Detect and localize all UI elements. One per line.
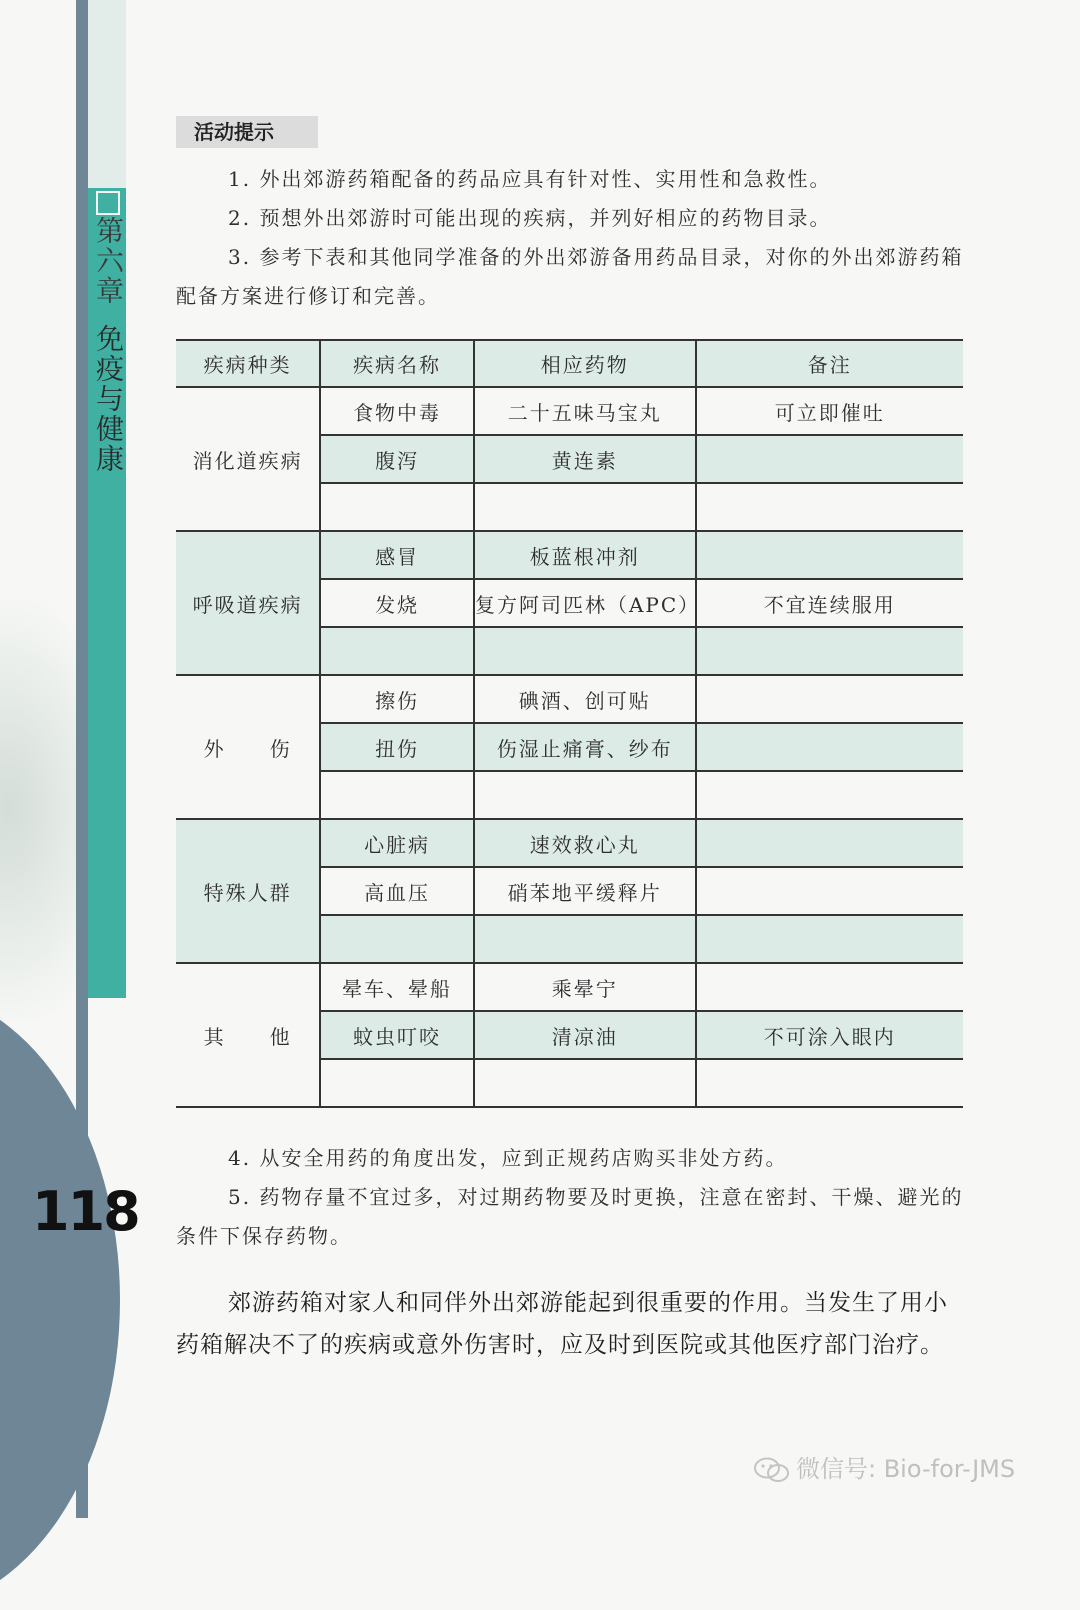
chapter-title: 免疫与健康 [92, 324, 125, 474]
category-cell: 呼吸道疾病 [176, 531, 320, 675]
note-cell: 不可涂入眼内 [696, 1011, 963, 1059]
medicine-cell: 二十五味马宝丸 [474, 387, 696, 435]
header-medicine: 相应药物 [474, 340, 696, 387]
tip-1: 1. 外出郊游药箱配备的药品应具有针对性、实用性和急救性。 [228, 167, 832, 191]
note-cell [696, 675, 963, 723]
category-cell: 其 他 [176, 963, 320, 1107]
disease-cell: 高血压 [320, 867, 474, 915]
medicine-cell [474, 915, 696, 963]
note-cell [696, 771, 963, 819]
medicine-cell [474, 771, 696, 819]
disease-cell: 腹泻 [320, 435, 474, 483]
disease-cell: 发烧 [320, 579, 474, 627]
watermark-text: 微信号: Bio-for-JMS [796, 1455, 1016, 1483]
table-row [176, 819, 963, 867]
disease-cell [320, 915, 474, 963]
category-cell: 消化道疾病 [176, 387, 320, 531]
chapter-heading [92, 216, 124, 474]
note-cell [696, 1059, 963, 1107]
table-row [176, 675, 963, 723]
category-cell: 外 伤 [176, 675, 320, 819]
medicine-cell [474, 483, 696, 531]
medicine-table [176, 339, 963, 1108]
header-disease: 疾病名称 [320, 340, 474, 387]
chapter-label: 第六章 [92, 216, 125, 306]
note-cell [696, 723, 963, 771]
disease-cell: 感冒 [320, 531, 474, 579]
header-note: 备注 [696, 340, 963, 387]
disease-cell [320, 1059, 474, 1107]
medicine-cell: 板蓝根冲剂 [474, 531, 696, 579]
table-header-row [176, 340, 963, 387]
note-cell: 可立即催吐 [696, 387, 963, 435]
disease-cell: 擦伤 [320, 675, 474, 723]
header-category: 疾病种类 [176, 340, 320, 387]
table-row [176, 387, 963, 435]
note-cell [696, 627, 963, 675]
category-cell: 特殊人群 [176, 819, 320, 963]
note-cell [696, 435, 963, 483]
disease-cell: 晕车、晕船 [320, 963, 474, 1011]
activity-header: 活动提示 [176, 116, 318, 148]
note-cell [696, 483, 963, 531]
medicine-cell: 清凉油 [474, 1011, 696, 1059]
chapter-marker-icon [96, 191, 120, 215]
disease-cell: 食物中毒 [320, 387, 474, 435]
note-cell: 不宜连续服用 [696, 579, 963, 627]
medicine-cell: 复方阿司匹林（APC） [474, 579, 696, 627]
note-cell [696, 963, 963, 1011]
disease-cell [320, 771, 474, 819]
tip-5: 5. 药物存量不宜过多，对过期药物要及时更换，注意在密封、干燥、避光的条件下保存药物。 [176, 1185, 964, 1248]
medicine-cell: 硝苯地平缓释片 [474, 867, 696, 915]
closing-paragraph: 郊游药箱对家人和同伴外出郊游能起到很重要的作用。当发生了用小药箱解决不了的疾病或意外伤害时，应及时到医院或其他医疗部门治疗。 [176, 1290, 948, 1358]
disease-cell [320, 483, 474, 531]
wechat-icon [752, 1456, 792, 1484]
note-cell [696, 531, 963, 579]
medicine-cell: 乘晕宁 [474, 963, 696, 1011]
medicine-cell: 伤湿止痛膏、纱布 [474, 723, 696, 771]
note-cell [696, 915, 963, 963]
table-row [176, 531, 963, 579]
table-row [176, 963, 963, 1011]
medicine-cell [474, 1059, 696, 1107]
disease-cell: 蚊虫叮咬 [320, 1011, 474, 1059]
disease-cell: 心脏病 [320, 819, 474, 867]
disease-cell [320, 627, 474, 675]
tip-3: 3. 参考下表和其他同学准备的外出郊游备用药品目录，对你的外出郊游药箱配备方案进行修订和完善。 [176, 245, 964, 308]
medicine-cell: 速效救心丸 [474, 819, 696, 867]
tip-2: 2. 预想外出郊游时可能出现的疾病，并列好相应的药物目录。 [228, 206, 832, 230]
disease-cell: 扭伤 [320, 723, 474, 771]
note-cell [696, 819, 963, 867]
tip-4: 4. 从安全用药的角度出发，应到正规药店购买非处方药。 [228, 1146, 788, 1170]
watermark [752, 1452, 1052, 1486]
medicine-cell: 黄连素 [474, 435, 696, 483]
page-number: 118 [32, 1180, 139, 1243]
medicine-cell: 碘酒、创可贴 [474, 675, 696, 723]
medicine-cell [474, 627, 696, 675]
note-cell [696, 867, 963, 915]
